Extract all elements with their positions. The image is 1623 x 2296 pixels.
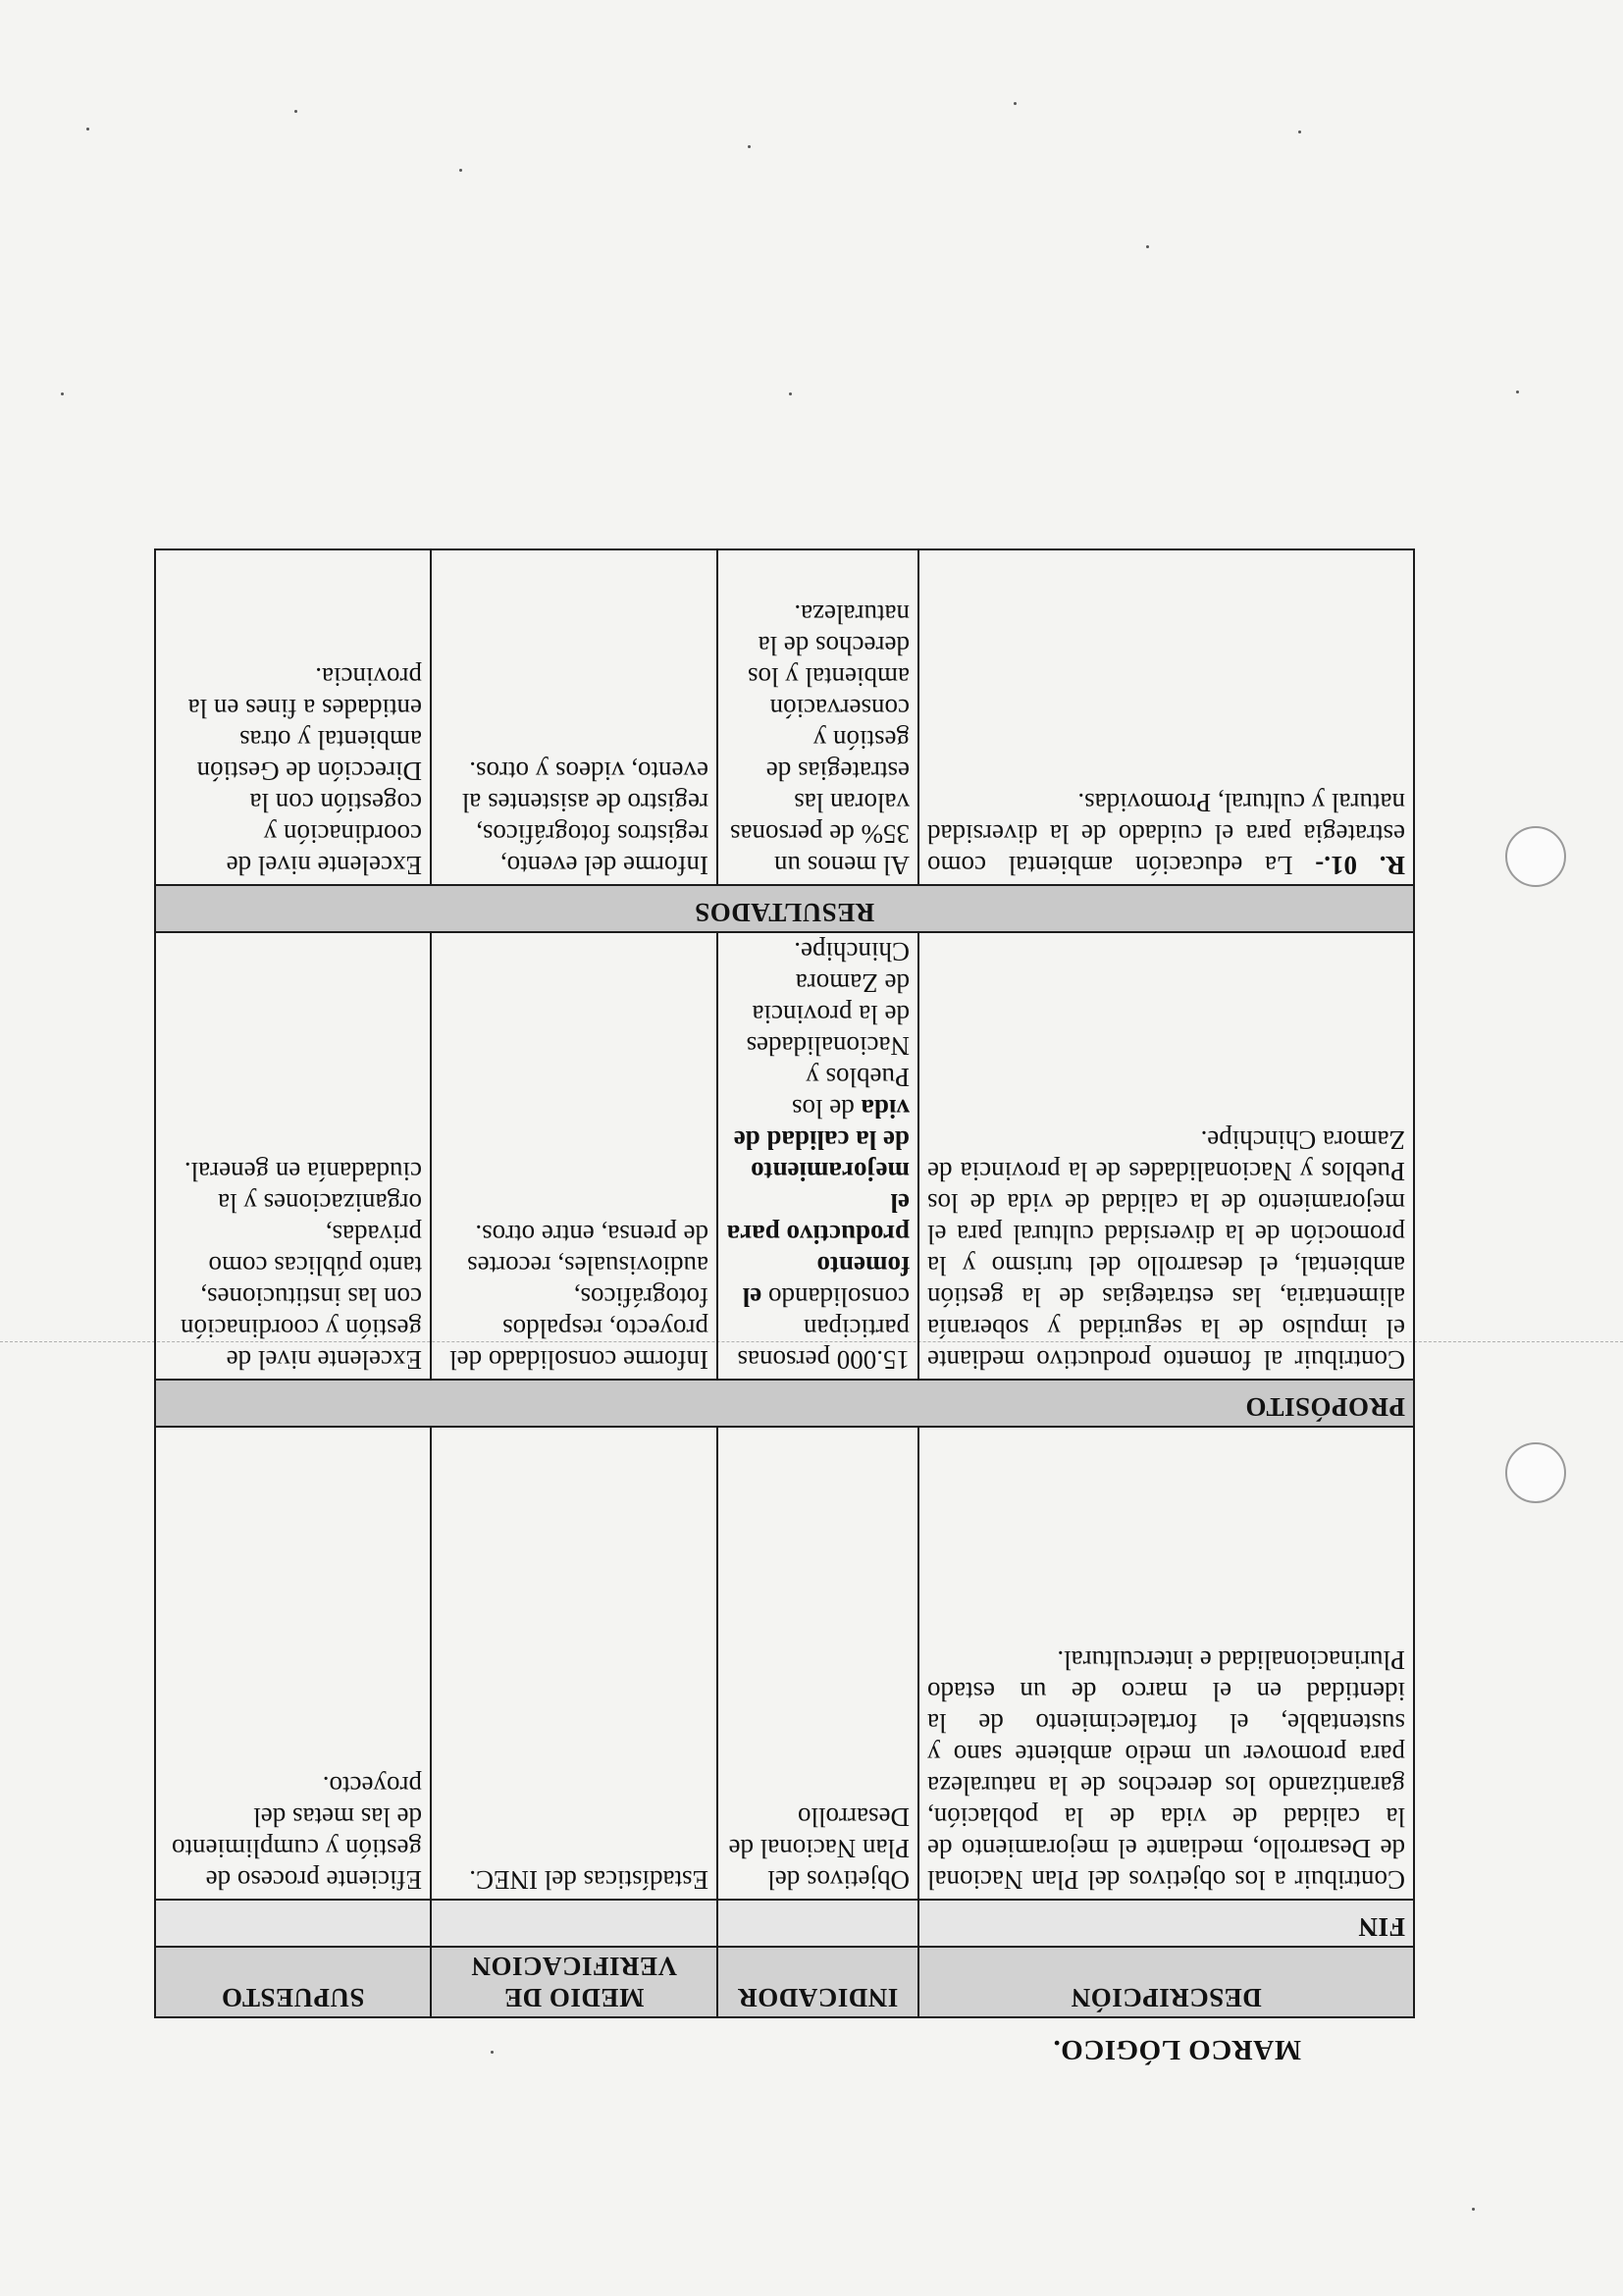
fin-supuesto: Eficiente proceso de gestión y cumplimiento de las metas del proyecto. [155,1427,431,1900]
fin-descripcion: Contribuir a los objetivos del Plan Nacional de Desarrollo, mediante el mejoramiento de la calidad de vida de la población, garantizando los derechos de la naturaleza para promover un medio ambiente sano y sustentable, el fortalecimiento de la identidad en el marco de un estado Plurinacionalidad e intercultural. [918,1427,1414,1900]
table-row-fin [155,1427,1414,1900]
section-proposito: PROPÓSITO [155,1380,1414,1427]
document-title: MARCO LÓGICO. [1053,2034,1301,2065]
section-row-fin [155,1900,1414,1947]
proposito-indicador-pre: 15.000 personas participan consolidando [737,1282,910,1375]
proposito-indicador-bold: el fomento productivo para el mejoramiento de la calidad de vida [726,1094,910,1312]
header-indicador: INDICADOR [717,1947,918,2017]
section-resultados: RESULTADOS [155,885,1414,932]
header-supuesto: SUPUESTO [155,1947,431,2017]
proposito-supuesto: Excelente nivel de gestión y coordinación con las instituciones, tanto públicas como privadas, organizaciones y la ciudadanía en general. [155,932,431,1380]
fin-medio: Estadísticas del INEC. [431,1427,717,1900]
proposito-medio: Informe consolidado del proyecto, respaldos fotográficos, audiovisuales, recortes de prensa, entre otros. [431,932,717,1380]
resultado-01-indicador: Al menos un 35% de personas valoran las estrategias de gestión y conservación ambiental y los derechos de la naturaleza. [717,549,918,885]
table-row-resultado-01 [155,549,1414,885]
proposito-indicador-post: de los Pueblos y Nacionalidades de la provincia de Zamora Chinchipe. [746,937,910,1123]
header-medio-verificacion: MEDIO DE VERIFICACION [431,1947,717,2017]
proposito-descripcion: Contribuir al fomento productivo mediante el impulso de la seguridad y soberanía alimentaria, las estrategias de la gestión ambiental, el desarrollo del turismo y la promoción de la diversidad cultural para el mejoramiento de la calidad de vida de los Pueblos y Nacionalidades de la provincia de Zamora Chinchipe. [918,932,1414,1380]
header-row [155,1947,1414,2017]
resultado-01-texto: La educación ambiental como estrategia para el cuidado de la diversidad natural y cultural, Promovidas. [927,788,1405,880]
section-fin-empty [717,1900,918,1947]
section-fin-empty [431,1900,717,1947]
resultado-01-titulo: R. 01.- [1315,851,1405,880]
section-fin-empty [155,1900,431,1947]
section-row-resultados [155,885,1414,932]
fin-indicador: Objetivos del Plan Nacional de Desarrollo [717,1427,918,1900]
marco-logico-table [154,548,1415,2018]
section-fin: FIN [918,1900,1414,1947]
resultado-01-descripcion [918,549,1414,885]
proposito-indicador [717,932,918,1380]
header-descripcion: DESCRIPCIÓN [918,1947,1414,2017]
resultado-01-medio: Informe del evento, registros fotográficos, registro de asistentes al evento, videos y otros. [431,549,717,885]
table-row-proposito [155,932,1414,1380]
section-row-proposito [155,1380,1414,1427]
resultado-01-supuesto: Excelente nivel de coordinación y cogestión con la Dirección de Gestión ambiental y otras entidades a fines en la provincia. [155,549,431,885]
